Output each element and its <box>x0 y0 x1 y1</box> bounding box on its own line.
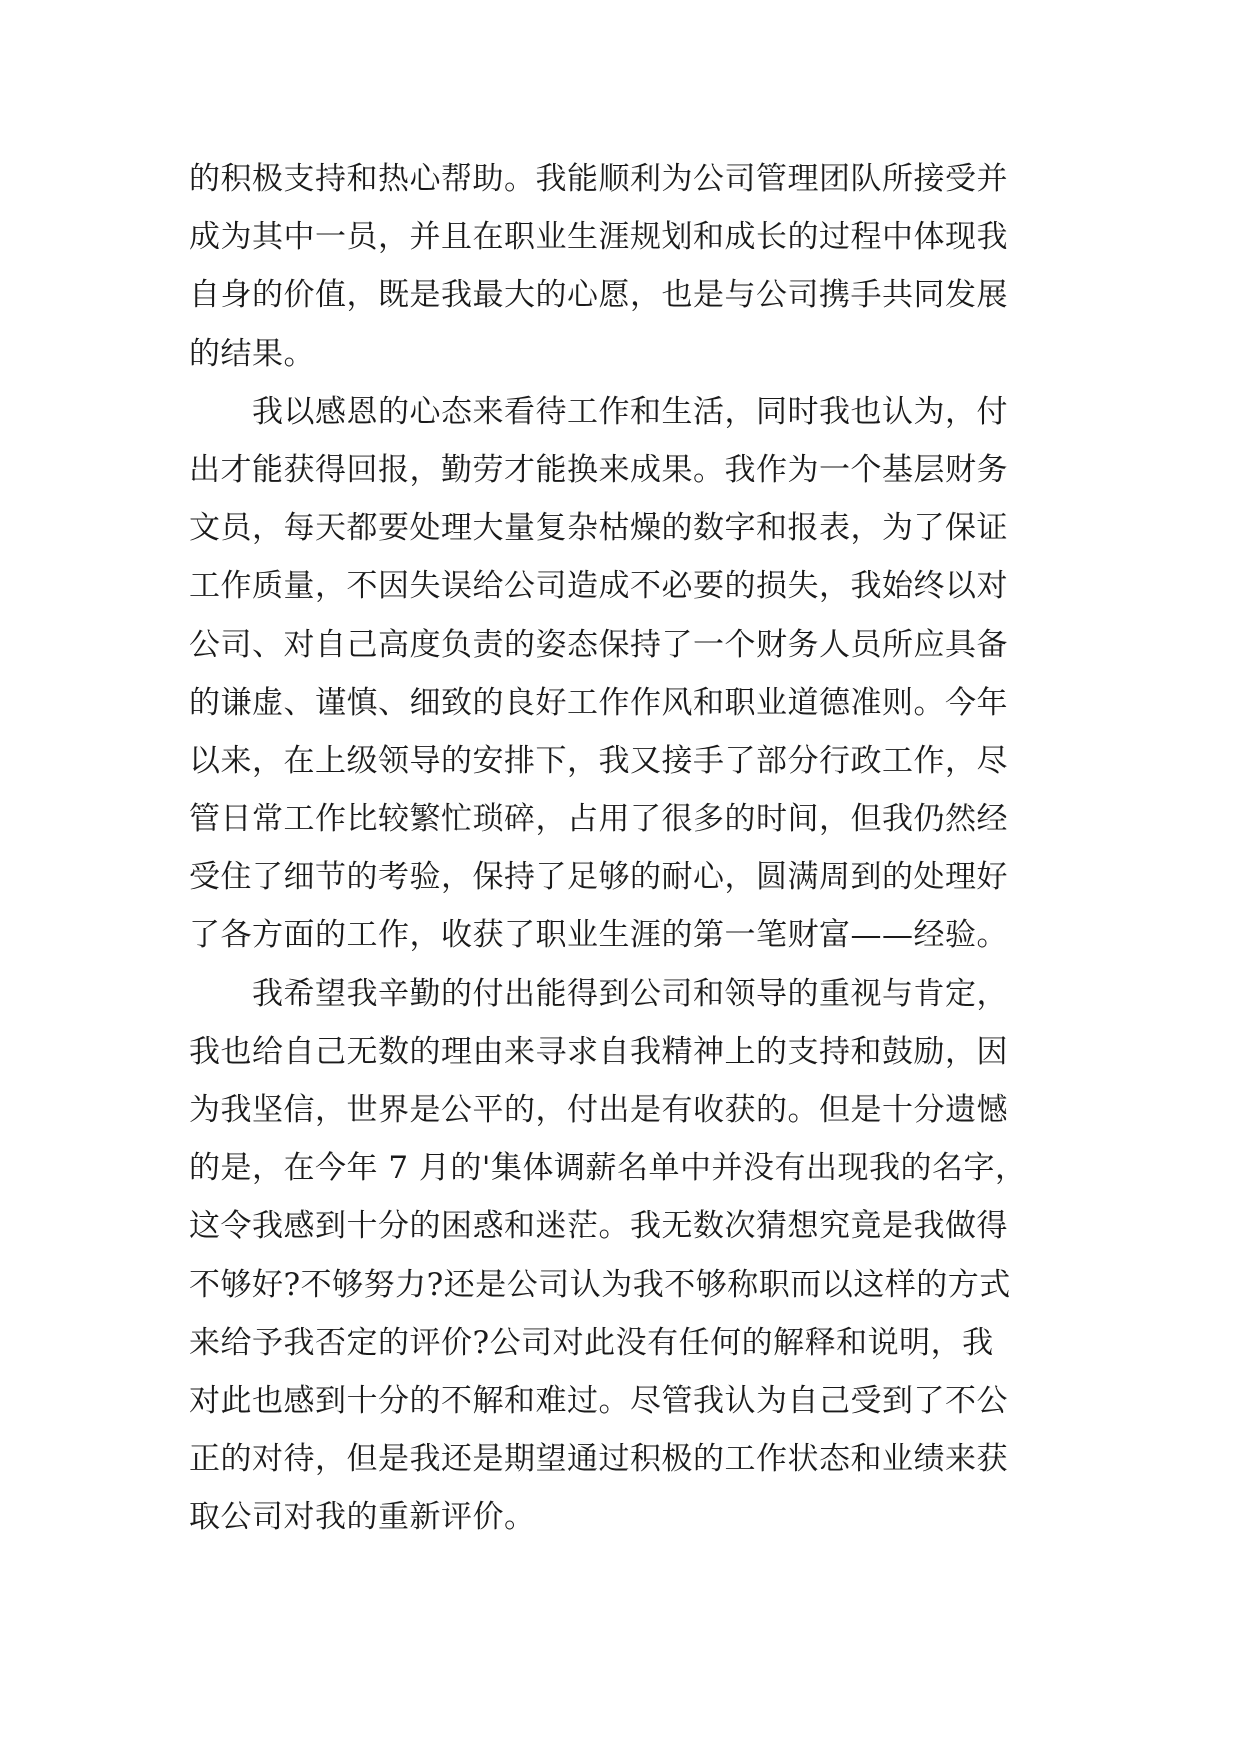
body-text <box>189 150 1059 1547</box>
text-line: 文员，每天都要处理大量复杂枯燥的数字和报表，为了保证 <box>189 510 1008 547</box>
text-line: 公司、对自己高度负责的姿态保持了一个财务人员所应具备 <box>189 626 1008 663</box>
text-line: 的结果。 <box>189 335 315 372</box>
text-line: 来给予我否定的评价?公司对此没有任何的解释和说明，我 <box>189 1324 994 1361</box>
text-line: 的谦虚、谨慎、细致的良好工作作风和职业道德准则。今年 <box>189 684 1008 721</box>
text-line: 出才能获得回报，勤劳才能换来成果。我作为一个基层财务 <box>189 451 1008 488</box>
text-line: 管日常工作比较繁忙琐碎，占用了很多的时间，但我仍然经 <box>189 801 1008 838</box>
text-line: 我希望我辛勤的付出能得到公司和领导的重视与肯定， <box>189 975 1008 1012</box>
text-line: 以来，在上级领导的安排下，我又接手了部分行政工作，尽 <box>189 742 1008 779</box>
text-line: 自身的价值，既是我最大的心愿，也是与公司携手共同发展 <box>189 277 1008 314</box>
text-line: 了各方面的工作，收获了职业生涯的第一笔财富——经验。 <box>189 917 1008 954</box>
text-line: 这令我感到十分的困惑和迷茫。我无数次猜想究竟是我做得 <box>189 1208 1008 1245</box>
text-line: 不够好?不够努力?还是公司认为我不够称职而以这样的方式 <box>189 1266 1011 1303</box>
text-line: 成为其中一员，并且在职业生涯规划和成长的过程中体现我 <box>189 219 1008 256</box>
text-line: 取公司对我的重新评价。 <box>189 1499 536 1536</box>
text-line: 我也给自己无数的理由来寻求自我精神上的支持和鼓励，因 <box>189 1033 1008 1070</box>
text-line: 我以感恩的心态来看待工作和生活，同时我也认为，付 <box>189 393 1008 430</box>
text-line: 为我坚信，世界是公平的，付出是有收获的。但是十分遗憾 <box>189 1092 1008 1128</box>
text-line: 的是，在今年 7 月的'集体调薪名单中并没有出现我的名字， <box>189 1150 1027 1187</box>
text-line: 工作质量，不因失误给公司造成不必要的损失，我始终以对 <box>189 568 1008 605</box>
text-line: 的积极支持和热心帮助。我能顺利为公司管理团队所接受并 <box>189 161 1008 197</box>
text-line: 对此也感到十分的不解和难过。尽管我认为自己受到了不公 <box>189 1382 1008 1419</box>
text-line: 受住了细节的考验，保持了足够的耐心，圆满周到的处理好 <box>189 859 1008 896</box>
text-line: 正的对待，但是我还是期望通过积极的工作状态和业绩来获 <box>189 1441 1008 1478</box>
